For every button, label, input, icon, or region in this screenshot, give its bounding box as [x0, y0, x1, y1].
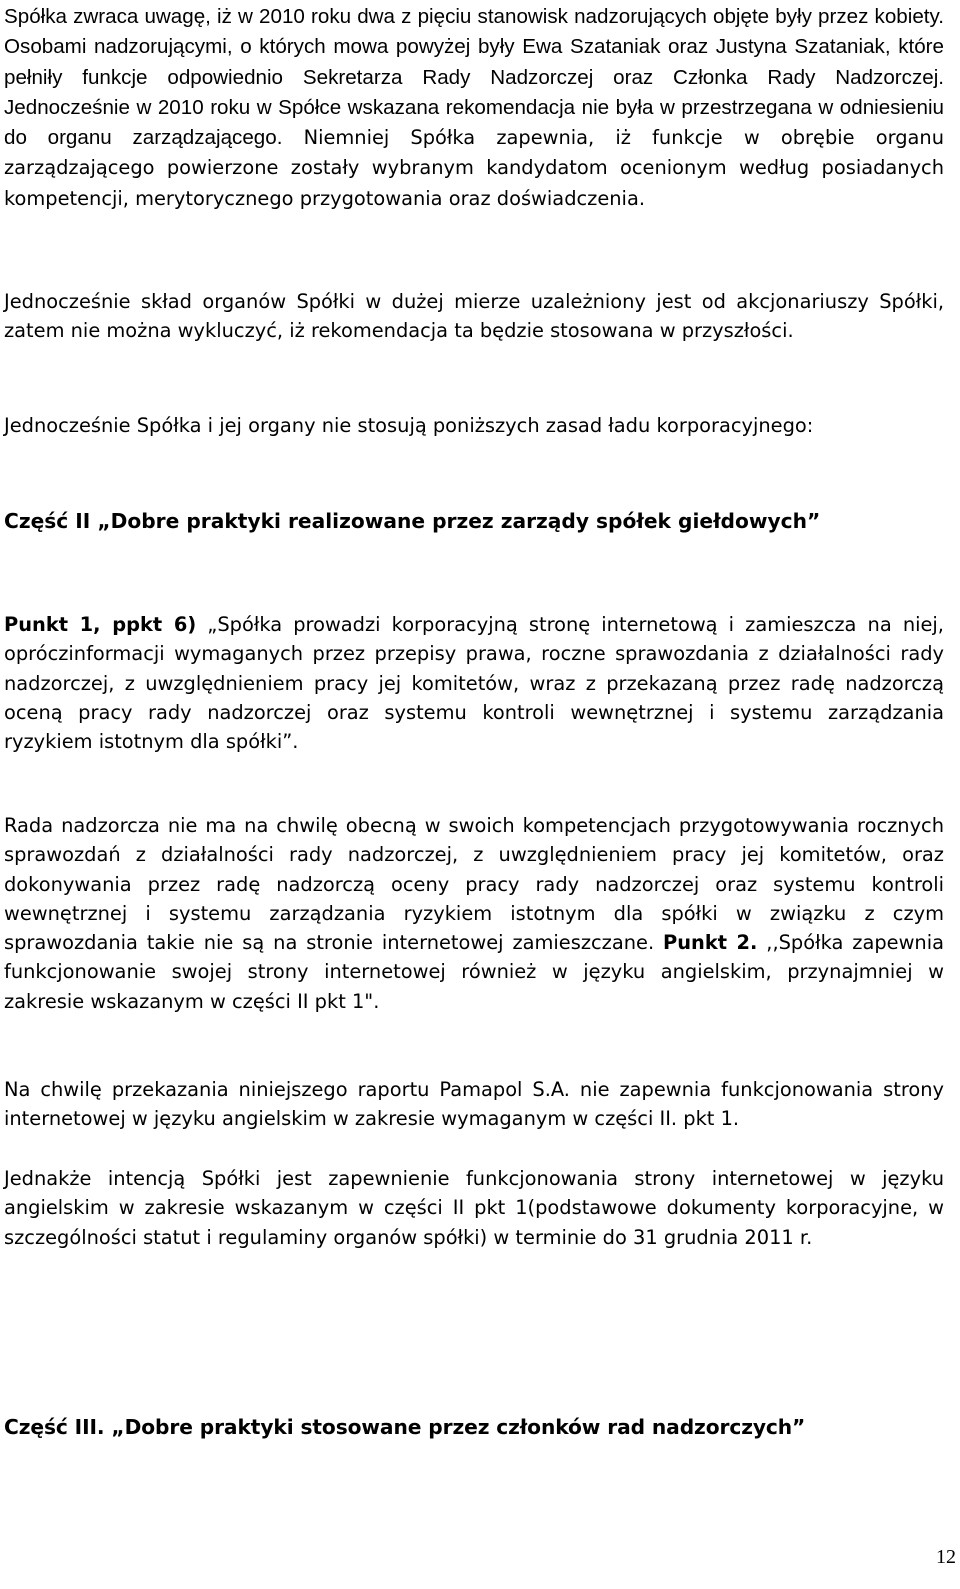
paragraph-6: Na chwilę przekazania niniejszego raportu Pamapol S.A. nie zapewnia funkcjonowania strony internetowej w języku angielskim w zakresie wymaganym w części II. pkt 1. — [4, 1078, 944, 1131]
paragraph-3: Jednocześnie Spółka i jej organy nie stosują poniższych zasad ładu korporacyjnego: — [4, 414, 814, 437]
paragraph-2: Jednocześnie skład organów Spółki w dużej mierze uzależniony jest od akcjonariuszy Spółki, zatem nie można wykluczyć, iż rekomendacja ta będzie stosowana w przyszłości. — [4, 290, 944, 343]
section-heading-part-3: Część III. „Dobre praktyki stosowane przez członków rad nadzorczych” — [4, 1415, 806, 1439]
paragraph-5-tail: ,,Spółka zapewnia funkcjonowanie swojej strony internetowej również w języku angielskim, przynajmniej w zakresie wskazanym w części II pkt 1". — [4, 931, 944, 1013]
paragraph-5 — [4, 811, 944, 1016]
paragraph-1 — [4, 2, 944, 214]
paragraph-5-text: Rada nadzorcza nie ma na chwilę obecną w swoich kompetencjach przygotowywania rocznych sprawozdań z działalności rady nadzorczej, z uwzględnieniem pracy jej komitetów, oraz dokonywania przez radę nadzorczą oceny pracy rady nadzorczej oraz systemu kontroli wewnętrznej i systemu zarządzania ryzykiem istotnym dla spółki w związku z czym sprawozdania takie nie są na stronie internetowej zamieszczane. — [4, 814, 944, 955]
section-heading-part-2: Część II „Dobre praktyki realizowane przez zarządy spółek giełdowych” — [4, 509, 821, 533]
paragraph-4-text: „Spółka prowadzi korporacyjną stronę internetową i zamieszcza na niej, opróczinformacji wymaganych przez przepisy prawa, roczne sprawozdania z działalności rady nadzorczej, z uwzględnieniem pracy jej komitetów, wraz z przekazaną przez radę nadzorczą oceną pracy rady nadzorczej oraz systemu kontroli wewnętrznej i systemu zarządzania ryzykiem istotnym dla spółki”. — [4, 613, 944, 754]
paragraph-1-part1: Spółka zwraca uwagę, iż w 2010 roku dwa z pięciu stanowisk nadzorujących objęte były przez kobiety. Osobami nadzorującymi, o których mowa powyżej były Ewa Szataniak oraz Justyna Szataniak, które pełniły funkcje odpowiednio Sekretarza Rady Nadzorczej oraz Członka Rady Nadzorczej. Jednocześnie w 2010 roku w Spółce wskazana rekomendacja nie była w przestrzegana w odniesieniu do organu zarządzającego. — [4, 5, 944, 150]
paragraph-4 — [4, 610, 944, 756]
page-number: 12 — [936, 1546, 956, 1568]
paragraph-7: Jednakże intencją Spółki jest zapewnienie funkcjonowania strony internetowej w języku angielskim w zakresie wskazanym w części II pkt 1(podstawowe dokumenty korporacyjne, w szczególności statut i regulaminy organów spółki) w terminie do 31 grudnia 2011 r. — [4, 1167, 944, 1249]
paragraph-4-label: Punkt 1, ppkt 6) — [4, 613, 197, 636]
paragraph-5-label: Punkt 2. — [663, 931, 758, 955]
paragraph-1-part2: Niemniej Spółka zapewnia, iż funkcje w obrębie organu zarządzającego powierzone zostały wybranym kandydatom ocenionym według posiadanych kompetencji, merytorycznego przygotowania oraz doświadczenia. — [4, 126, 944, 210]
